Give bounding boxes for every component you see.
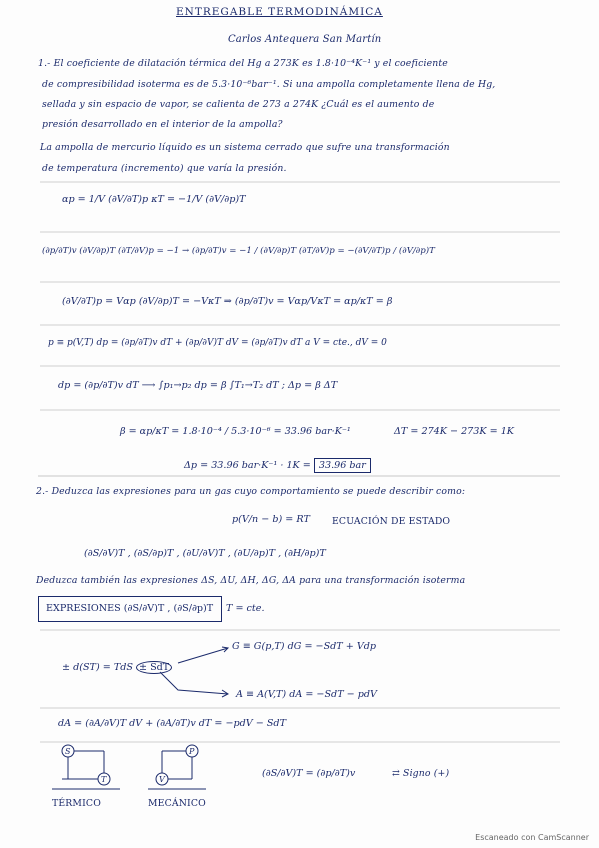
sign-note: ⇄ Signo (+) <box>392 768 450 779</box>
v-letter: V <box>159 775 165 784</box>
maxwell-relation: (∂S/∂V)T = (∂p/∂T)v <box>262 768 356 779</box>
da-expansion: dA = (∂A/∂V)T dV + (∂A/∂T)v dT = −pdV − SdT <box>58 718 286 729</box>
question-1-line-1: 1.- El coeficiente de dilatación térmica del Hg a 273K es 1.8·10⁻⁴K⁻¹ y el coeficiente <box>38 58 448 69</box>
state-equation: p(V/n − b) = RT <box>232 514 310 525</box>
d-st-text: ± d(ST) = TdS <box>62 662 133 673</box>
state-equation-label: ECUACIÓN DE ESTADO <box>332 516 451 527</box>
s-letter: S <box>65 747 71 756</box>
eq-beta-definition: (∂V/∂T)p = Vαp (∂V/∂p)T = −VκT ⇒ (∂p/∂T)v = Vαp/VκT = αp/κT = β <box>62 296 393 307</box>
arrow-to-helmholtz <box>160 672 228 694</box>
answer-1-line-1: La ampolla de mercurio líquido es un sistema cerrado que sufre una transformación <box>40 142 450 153</box>
isothermal-condition: T = cte. <box>226 603 265 614</box>
question-1-line-4: presión desarrollado en el interior de la ampolla? <box>42 119 283 130</box>
thermal-label: TÉRMICO <box>52 798 101 809</box>
question-1-line-2: de compresibilidad isoterma es de 5.3·10⁻⁶bar⁻¹. Si una ampolla completamente llena de Hg, <box>42 79 496 90</box>
eq-thermal-coefficients: αp = 1/V (∂V/∂T)p κT = −1/V (∂V/∂p)T <box>62 194 246 205</box>
question-2: 2.- Deduzca las expresiones para un gas cuyo comportamiento se puede describir como: <box>36 486 466 497</box>
eq-integration: dp = (∂p/∂T)v dT ⟶ ∫p₁→p₂ dp = β ∫T₁→T₂ dT ; Δp = β ΔT <box>58 380 338 391</box>
eq-delta-p-text: Δp = 33.96 bar·K⁻¹ · 1K = <box>184 460 311 471</box>
question-2-part-b: Deduzca también las expresiones ΔS, ΔU, ΔH, ΔG, ΔA para una transformación isoterma <box>36 575 466 586</box>
mechanical-label: MECÁNICO <box>148 798 206 809</box>
eq-delta-t: ΔT = 274K − 273K = 1K <box>394 426 514 437</box>
eq-cyclic-relation: (∂p/∂T)v (∂V/∂p)T (∂T/∂V)p = −1 → (∂p/∂T)v = −1 / (∂V/∂p)T (∂T/∂V)p = −(∂V/∂T)p / (∂V/∂p)T <box>42 246 435 256</box>
eq-pressure-differential: p ≡ p(V,T) dp = (∂p/∂T)v dT + (∂p/∂V)T dV = (∂p/∂T)v dT a V = cte., dV = 0 <box>48 338 387 348</box>
arrow-to-gibbs <box>178 648 228 663</box>
derivatives-list: (∂S/∂V)T , (∂S/∂p)T , (∂U/∂V)T , (∂U/∂p)T , (∂H/∂p)T <box>84 548 326 559</box>
page-title: ENTREGABLE TERMODINÁMICA <box>176 6 383 18</box>
gibbs-equation: G ≡ G(p,T) dG = −SdT + Vdp <box>232 641 377 652</box>
sdt-circled: ± SdT <box>136 661 172 674</box>
expressions-label: EXPRESIONES (∂S/∂V)T , (∂S/∂p)T <box>46 603 214 614</box>
question-1-line-3: sellada y sin espacio de vapor, se calienta de 273 a 274K ¿Cuál es el aumento de <box>42 99 435 110</box>
eq-beta-value: β = αp/κT = 1.8·10⁻⁴ / 5.3·10⁻⁶ = 33.96 bar·K⁻¹ <box>120 426 351 437</box>
p-letter: P <box>189 747 195 756</box>
t-letter: T <box>101 775 107 784</box>
scanner-watermark: Escaneado con CamScanner <box>475 833 589 842</box>
helmholtz-equation: A ≡ A(V,T) dA = −SdT − pdV <box>236 689 377 700</box>
result-box: 33.96 bar <box>314 458 371 473</box>
author-name: Carlos Antequera San Martín <box>228 34 382 45</box>
answer-1-line-2: de temperatura (incremento) que varía la presión. <box>42 163 287 174</box>
